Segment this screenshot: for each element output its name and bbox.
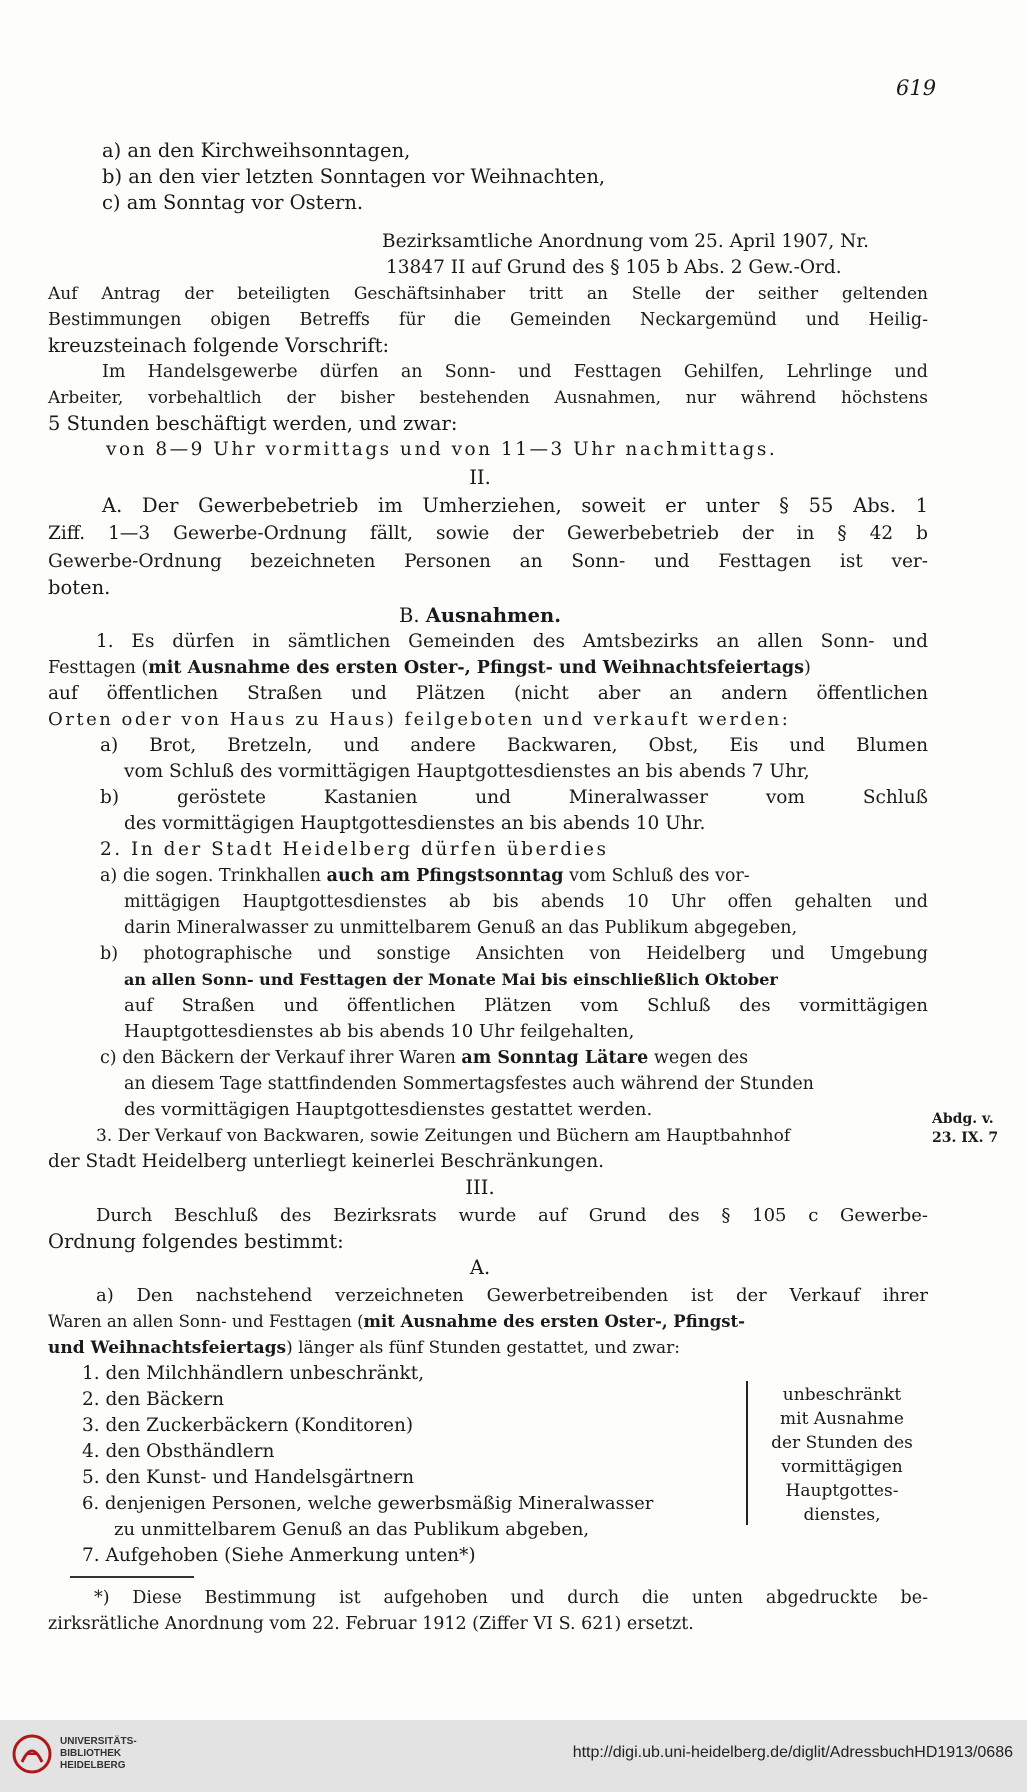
text-line: auf öffentlichen Straßen und Plätzen (nicht aber an andern öffentlichen [48,683,928,704]
list-item: 5. den Kunst- und Handelsgärtnern [82,1467,415,1488]
list-item: 1. den Milchhändlern unbeschränkt, [82,1363,425,1384]
brace-text: mit Ausnahme [780,1409,904,1429]
text-line: 2. In der Stadt Heidelberg dürfen überdies [100,839,609,860]
list-item: 3. den Zuckerbäckern (Konditoren) [82,1415,414,1436]
footnote-line: zirksrätliche Anordnung vom 22. Februar 1912 (Ziffer VI S. 621) ersetzt. [48,1614,694,1634]
university-seal-icon [12,1732,52,1776]
text-line: a) Brot, Bretzeln, und andere Backwaren, Obst, Eis und Blumen [100,735,928,756]
text-line: 5 Stunden beschäftigt werden, und zwar: [48,412,458,435]
text-line: b) photographische und sonstige Ansichten von Heidelberg und Umgebung [100,944,928,964]
text-line: Bestimmungen obigen Betreffs für die Gemeinden Neckargemünd und Heilig- [48,310,928,330]
text-line: Ordnung folgendes bestimmt: [48,1230,344,1253]
text-line: Auf Antrag der beteiligten Geschäftsinhaber tritt an Stelle der seither geltenden [48,284,928,304]
library-name-line: UNIVERSITÄTS- [60,1736,137,1747]
text-line: Arbeiter, vorbehaltlich der bisher bestehenden Ausnahmen, nur während höchstens [48,388,928,408]
text-line: des vormittägigen Hauptgottesdienstes an bis abends 10 Uhr. [124,813,706,834]
footnote-line: *) Diese Bestimmung ist aufgehoben und durch die unten abgedruckte be- [94,1588,928,1608]
text-line: an diesem Tage stattfindenden Sommertagsfestes auch während der Stunden [124,1074,814,1094]
margin-note-line: 23. IX. 7 [932,1130,999,1146]
text-line: Gewerbe-Ordnung bezeichneten Personen an Sonn- und Festtagen ist ver- [48,551,928,572]
brace-text: unbeschränkt [782,1385,902,1405]
text-line: und Weihnachtsfeiertags) länger als fünf Stunden gestattet, und zwar: [48,1338,681,1358]
text-line: vom Schluß des vormittägigen Hauptgottesdienstes an bis abends 7 Uhr, [124,761,810,782]
page-number: 619 [896,76,937,100]
text-line: mittägigen Hauptgottesdienstes ab bis abends 10 Uhr offen gehalten und [124,892,928,912]
text-line: an allen Sonn- und Festtagen der Monate Mai bis einschließlich Oktober [124,970,778,989]
text-line: a) die sogen. Trinkhallen auch am Pfingstsonntag vom Schluß des vor- [100,866,750,886]
text-line: c) den Bäckern der Verkauf ihrer Waren am Sonntag Lätare wegen des [100,1048,749,1068]
section-heading: II. [469,466,491,489]
text-line: von 8—9 Uhr vormittags und von 11—3 Uhr nachmittags. [106,439,778,460]
text-line: 1. Es dürfen in sämtlichen Gemeinden des Amtsbezirks an allen Sonn- und [96,631,928,652]
text-line: b) geröstete Kastanien und Mineralwasser vom Schluß [100,787,928,808]
list-item: zu unmittelbarem Genuß an das Publikum abgeben, [114,1519,590,1540]
library-name-line: BIBLIOTHEK [60,1748,122,1759]
brace-text: vormittägigen [781,1457,903,1477]
source-url-link[interactable]: http://digi.ub.uni-heidelberg.de/diglit/AdressbuchHD1913/0686 [572,1744,1013,1761]
footnote-rule [70,1576,194,1578]
text-line: der Stadt Heidelberg unterliegt keinerlei Beschränkungen. [48,1151,605,1172]
text-line: Waren an allen Sonn- und Festtagen (mit Ausnahme des ersten Oster-, Pfingst- [48,1312,745,1331]
list-item: 7. Aufgehoben (Siehe Anmerkung unten*) [82,1545,476,1566]
text-line: a) an den Kirchweihsonntagen, [102,139,411,162]
margin-note [932,1110,998,1148]
text-line: Hauptgottesdienstes ab bis abends 10 Uhr feilgehalten, [124,1021,635,1042]
text-line: kreuzsteinach folgende Vorschrift: [48,334,390,357]
text-line: A. Der Gewerbebetrieb im Umherziehen, soweit er unter § 55 Abs. 1 [102,494,928,517]
list-item: 4. den Obsthändlern [82,1441,275,1462]
text-line: Festtagen (mit Ausnahme des ersten Oster-, Pfingst- und Weihnachtsfeiertags) [48,658,811,678]
text-line: auf Straßen und öffentlichen Plätzen vom Schluß des vormittägigen [124,995,928,1016]
text-line: Im Handelsgewerbe dürfen an Sonn- und Festtagen Gehilfen, Lehrlinge und [102,362,928,382]
section-heading: A. [469,1256,491,1279]
text-line: Durch Beschluß des Bezirksrats wurde auf Grund des § 105 c Gewerbe- [96,1205,928,1226]
list-item: 6. denjenigen Personen, welche gewerbsmäßig Mineralwasser [82,1493,654,1514]
brace-text: Hauptgottes- [785,1481,899,1501]
section-heading: B. Ausnahmen. [398,604,561,627]
text-line: darin Mineralwasser zu unmittelbarem Genuß an das Publikum abgegeben, [124,918,798,938]
text-line: c) am Sonntag vor Ostern. [102,191,364,214]
brace-text: der Stunden des [771,1433,913,1453]
text-line: a) Den nachstehend verzeichneten Gewerbetreibenden ist der Verkauf ihrer [96,1285,928,1306]
library-name [60,1736,137,1772]
text-line: b) an den vier letzten Sonntagen vor Weihnachten, [102,165,606,188]
text-line: 3. Der Verkauf von Backwaren, sowie Zeitungen und Büchern am Hauptbahnhof [96,1126,791,1146]
list-item: 2. den Bäckern [82,1389,225,1410]
text-line: 13847 II auf Grund des § 105 b Abs. 2 Gew.-Ord. [386,257,842,278]
text-line: des vormittägigen Hauptgottesdienstes gestattet werden. [124,1099,653,1120]
text-line: Bezirksamtliche Anordnung vom 25. April 1907, Nr. [382,231,870,252]
library-name-line: HEIDELBERG [60,1760,126,1771]
margin-note-line: Abdg. v. [932,1111,994,1127]
text-line: Orten oder von Haus zu Haus) feilgeboten und verkauft werden: [48,709,791,730]
text-line: boten. [48,576,111,599]
brace-text: dienstes, [803,1505,881,1525]
footer-bar [0,1720,1027,1792]
text-line: Ziff. 1—3 Gewerbe-Ordnung fällt, sowie der Gewerbebetrieb der in § 42 b [48,523,928,544]
section-heading: III. [465,1176,495,1199]
